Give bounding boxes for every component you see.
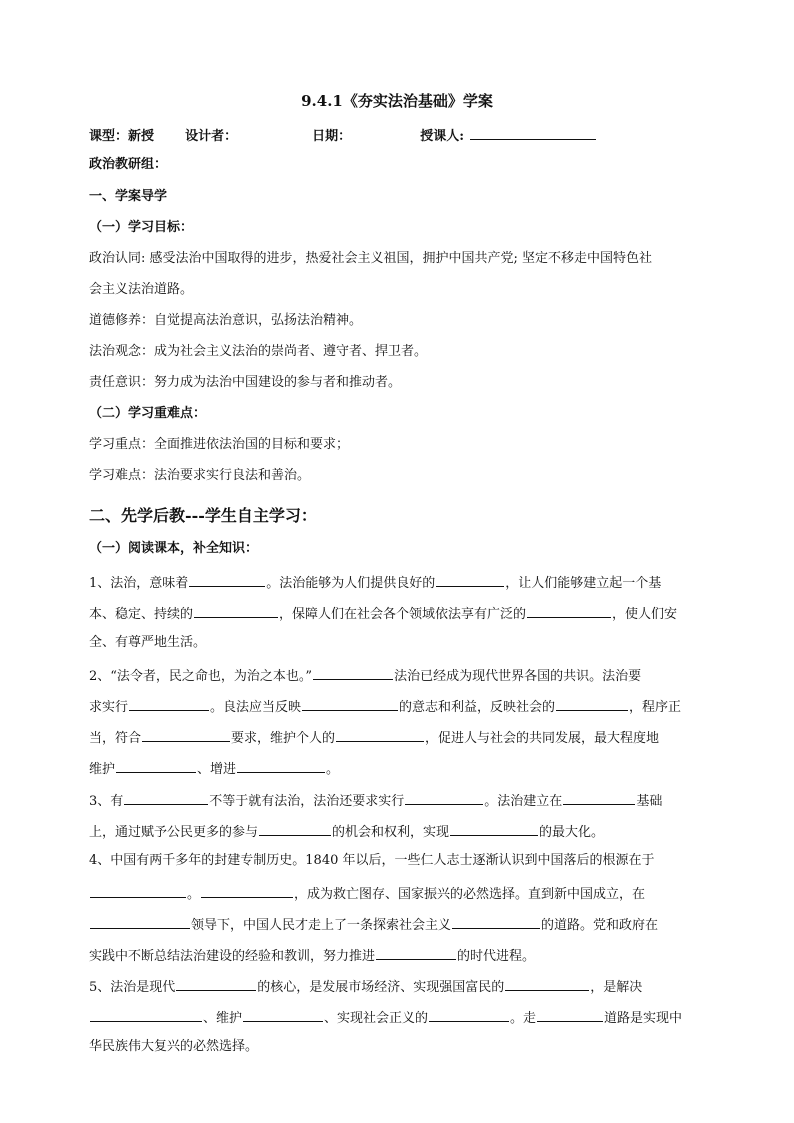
q5-text: ，是解决 <box>590 980 643 995</box>
reading-heading: （一）阅读课本，补全知识： <box>89 541 259 556</box>
q2-text: 当，符合 <box>89 731 142 746</box>
q4-text: 。 <box>187 887 201 902</box>
blank[interactable] <box>259 822 331 836</box>
q5-text: 的核心，是发展市场经济、实现强国富民的 <box>257 980 505 995</box>
goals-heading: （一）学习目标： <box>89 220 194 235</box>
blank[interactable] <box>537 1008 603 1022</box>
q1-text: 1、法治，意味着 <box>89 576 189 591</box>
q3-line-2 <box>89 822 604 841</box>
document-title: 9.4.1《夯实法治基础》学案 <box>301 92 493 110</box>
blank[interactable] <box>556 697 628 711</box>
section1-heading: 一、学案导学 <box>89 189 168 204</box>
q1-text: 本、稳定、持续的 <box>89 607 194 622</box>
q5-line-3: 华民族伟大复兴的必然选择。 <box>89 1039 259 1054</box>
q1-text: ，保障人们在社会各个领域依法享有广泛的 <box>279 607 527 622</box>
blank[interactable] <box>243 1008 323 1022</box>
blank[interactable] <box>452 915 540 929</box>
q2-text: ，程序正 <box>629 700 682 715</box>
blank[interactable] <box>376 946 456 960</box>
q5-text: 、维护 <box>203 1011 243 1026</box>
teacher-blank[interactable] <box>470 126 596 140</box>
q4-line-3 <box>89 915 658 934</box>
blank[interactable] <box>189 573 265 587</box>
q4-text: ，成为救亡图存、国家振兴的必然选择。直到新中国成立，在 <box>294 887 646 902</box>
blank[interactable] <box>142 728 230 742</box>
q2-line-3 <box>89 728 659 747</box>
blank[interactable] <box>450 822 538 836</box>
blank[interactable] <box>129 697 209 711</box>
q3-text: 上，通过赋予公民更多的参与 <box>89 825 259 840</box>
q5-text: 。走 <box>510 1011 537 1026</box>
blank[interactable] <box>302 697 398 711</box>
q5-text: 5、法治是现代 <box>89 980 176 995</box>
blank[interactable] <box>194 604 278 618</box>
blank[interactable] <box>405 791 483 805</box>
lesson-type: 课型：新授 <box>89 129 155 144</box>
blank[interactable] <box>505 977 589 991</box>
q3-text: 基础 <box>636 794 663 809</box>
q1-line-3: 全、有尊严地生活。 <box>89 635 207 650</box>
blank[interactable] <box>237 759 325 773</box>
q2-text: 的意志和利益，反映社会的 <box>399 700 556 715</box>
q5-text: 道路是实现中 <box>604 1011 683 1026</box>
goal-1-line-2: 会主义法治道路。 <box>89 282 194 297</box>
q4-line-4 <box>89 946 535 965</box>
q4-line-2 <box>89 884 645 903</box>
key-point: 学习重点：全面推进依法治国的目标和要求； <box>89 437 350 452</box>
q5-line-1 <box>89 977 642 996</box>
q2-text: 。良法应当反映 <box>210 700 302 715</box>
q2-line-2 <box>89 697 681 716</box>
q1-text: 。法治能够为人们提供良好的 <box>266 576 436 591</box>
q2-line-4 <box>89 759 339 778</box>
goal-3: 法治观念：成为社会主义法治的崇尚者、遵守者、捍卫者。 <box>89 344 428 359</box>
q1-text: ，使人们安 <box>612 607 678 622</box>
q5-text: 、实现社会正义的 <box>324 1011 429 1026</box>
blank[interactable] <box>90 884 186 898</box>
q4-text: 领导下，中国人民才走上了一条探索社会主义 <box>191 918 452 933</box>
group-label: 政治教研组： <box>89 157 168 172</box>
goal-4: 责任意识：努力成为法治中国建设的参与者和推动者。 <box>89 375 402 390</box>
goal-1-line-1: 政治认同: 感受法治中国取得的进步，热爱社会主义祖国，拥护中国共产党; 坚定不移走中国特色社 <box>89 251 653 266</box>
blank[interactable] <box>90 1008 202 1022</box>
q2-text: 、增进 <box>197 762 237 777</box>
blank[interactable] <box>429 1008 509 1022</box>
blank[interactable] <box>124 791 208 805</box>
q2-text: ，促进人与社会的共同发展，最大程度地 <box>425 731 660 746</box>
blank[interactable] <box>436 573 504 587</box>
q2-text: 维护 <box>89 762 116 777</box>
q2-text: 求实行 <box>89 700 129 715</box>
blank[interactable] <box>563 791 635 805</box>
q4-text: 实践中不断总结法治建设的经验和教训，努力推进 <box>89 949 376 964</box>
q1-line-1 <box>89 573 661 592</box>
designer-label: 设计者： <box>185 129 238 144</box>
blank[interactable] <box>313 666 393 680</box>
q5-line-2 <box>89 1008 682 1027</box>
q2-line-1 <box>89 666 641 685</box>
blank[interactable] <box>336 728 424 742</box>
q3-text: 不等于就有法治，法治还要求实行 <box>209 794 405 809</box>
blank[interactable] <box>201 884 293 898</box>
q2-text: 。 <box>326 762 340 777</box>
q2-text: 法治已经成为现代世界各国的共识。法治要 <box>394 669 642 684</box>
q3-line-1 <box>89 791 662 810</box>
q4-line-1: 4、中国有两千多年的封建专制历史。1840 年以后，一些仁人志士逐渐认识到中国落后的根源在于 <box>89 853 655 868</box>
q3-text: 的机会和权利，实现 <box>332 825 450 840</box>
blank[interactable] <box>527 604 611 618</box>
q3-text: 的最大化。 <box>539 825 605 840</box>
q4-text: 的道路。党和政府在 <box>541 918 659 933</box>
goal-2: 道德修养：自觉提高法治意识，弘扬法治精神。 <box>89 313 363 328</box>
blank[interactable] <box>176 977 256 991</box>
difficult-point: 学习难点：法治要求实行良法和善治。 <box>89 468 311 483</box>
q2-text: 2、“法令者，民之命也，为治之本也。” <box>89 669 313 684</box>
q2-text: 要求，维护个人的 <box>231 731 336 746</box>
q3-text: 。法治建立在 <box>484 794 563 809</box>
q1-line-2 <box>89 604 677 623</box>
q4-text: 的时代进程。 <box>457 949 536 964</box>
q1-text: ，让人们能够建立起一个基 <box>505 576 662 591</box>
blank[interactable] <box>90 915 190 929</box>
date-label: 日期： <box>312 129 352 144</box>
teacher-label: 授课人: <box>420 129 465 144</box>
blank[interactable] <box>116 759 196 773</box>
key-difficult-heading: （二）学习重难点： <box>89 406 207 421</box>
q3-text: 3、有 <box>89 794 124 809</box>
meta-row <box>89 126 597 145</box>
section2-heading: 二、先学后教---学生自主学习： <box>89 506 317 525</box>
